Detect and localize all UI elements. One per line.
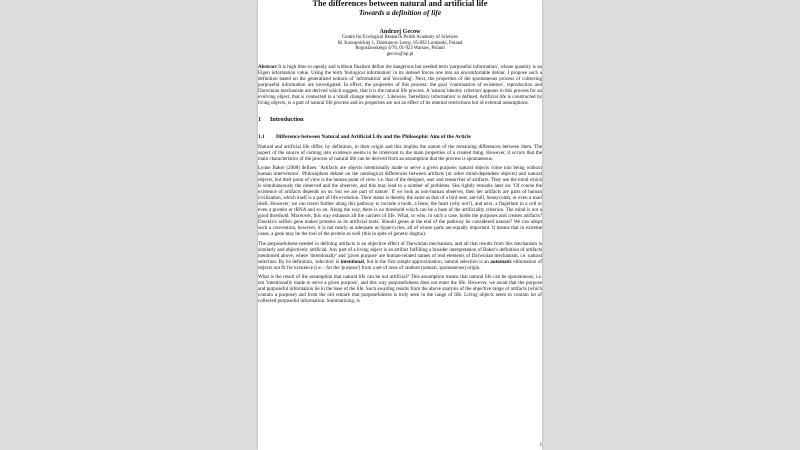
body-paragraph: Natural and artificial life differ, by definition, in their origin and this implies the nature of the remaining differences between them. The aspect of the source of coming into existence seems to be irrelevant to the main properties of a created thing. However, it occurs that the main characteristics of the process of natural life can be derived from an assumption that the process is spontaneous. (258, 143, 542, 162)
affiliation-line: Centre for Ecological Research Polish Academy of Sciences (342, 35, 458, 40)
body-paragraph: What is the result of the assumption that natural life can be not artificial? This assumption means that natural life can be spontaneous, i.e. not 'intentionally made to serve a given purpose', and this way purposefulness does not enter the life. However, we await that the purpose and purposeful information lie in the base of the life. Such awaiting results from the above analysis of the objective range of artifacts (which contain a purpose) and from the old remark that purposefulness is truly seen in the range of life. Living objects seem to contain lot of collected purposeful information. Summarizing, is (258, 273, 542, 304)
page-content (258, 0, 542, 304)
subsection-number: 1.1 (258, 134, 265, 141)
section-number: 1 (258, 116, 262, 124)
abstract-label: Abstract (258, 64, 277, 71)
body-text: , but in the first simple approximation, natural selection is an (363, 258, 491, 265)
emphasis-text: intentional (340, 258, 364, 265)
affiliation-line: M. Konopnickiej 1, Dziekanow Lesny, 05-092 Lomianki, Poland (337, 40, 463, 46)
document-page[interactable] (258, 0, 542, 450)
page-number: 1 (539, 443, 542, 448)
body-paragraph (258, 241, 542, 271)
affiliation-line: Boguslawskiego 4/76, 01-923 Warsaw, Poland (355, 46, 445, 52)
emphasis-text: automatic (490, 258, 512, 265)
body-text: The purposefulness needed in defining artifacts is an objective effect of Darwinian mechanism, and all that results from this mechanism is similarly and objectively artificial. Any part of a living object is an artifact fulfilling a broader interpretation of Baker's definition of artifacts mentioned above, where 'intentionally' and 'given purpose' are human-related names of real elements of Darwinian mechanism, i.e. natural selection. By its definition, 'selection' is (258, 240, 542, 265)
body-paragraph: Lynne Baker (2008) defines: 'Artifacts are objects intentionally made to serve a given purpose; natural objects come into being without human intervention'. Philosophers debate on the ontological differences between artifacts (or other mind-dependent objects) and natural objects, but their point of view is the human point of view: i.e. that of the designer, user and researcher of artifacts. They use the mind which is simultaneously the observed and the observer, and this may lead to a number of problems. She rightly remarks later on: 'Of course the existence of artifacts depends on us: but we are part of nature'. If we look as non-human observer, then her artifacts are parts of human civilization, which itself is a part of life evolution. Their status is thereby the same as that of a bird nest, ant-hill, honeycomb, or even a snail shell. However, we can travel further along this pathway to include a tooth, a bone, the heart (why not?), and next, a flagellum in a cell or even a protein or tRNA and so on. Along the way, there is no threshold which can be a base of the artificiality criterion. The mind is not a good threshold. Moreover, this way exhausts all the carriers of life. What, or who, in such a case, holds the purposes and creates artifacts? Dawkin's selfish gene makes proteins as its artificial tools. Should genes at the end of the pathway be considered natural? We can adopt such a convention, however, it is not nearly as adequate as hypercycles, all of whose parts are equally important. It means that in extreme cases, a gene may be the tool of the protein as well (this in spite of genetic dogma). (258, 165, 542, 238)
section-heading (258, 116, 542, 123)
abstract (258, 64, 542, 106)
paper-title: The differences between natural and artificial life (312, 0, 488, 8)
subsection-title: Difference between Natural and Artificial Life and the Philosophic Aim of the Article (276, 134, 471, 141)
author-name: Andrzej Gecow (379, 28, 421, 35)
abstract-text: It is high time to openly and without finalism define the dangerous but needed term 'purposeful information', whose quantity is an Eigen information value. Using the term 'biological information' in its instead forces one into an uncomfortable detour. I propose such a definition based on the generalized notions of 'information' and 'encoding'. Next, the properties of the spontaneous process of collecting purposeful information are investigated. In effect, the properties of this process: the goal 'continuation of existence', reproduction and Darwinian mechanism are derived which suggest, that it is the natural life process. A 'natural identity criterion' appears in this process for an evolving object, that is connected to a 'small change tendency'. Likewise, 'hereditary information' is defined. Artificial life is constructed by living objects, is a part of natural life process and its properties are not an effect of its internal restrictions but of external assumptions. (258, 64, 542, 107)
section-title: Introduction (270, 116, 304, 124)
subsection-heading (258, 134, 542, 140)
author-email: gecow@op.pl (386, 51, 414, 57)
paper-subtitle: Towards a definition of life (358, 8, 442, 17)
body-text: elimination of objects not fit for existence (i.e. - for the 'purpose') from a set of ones of random (natural, spontaneous) origin. (258, 258, 542, 271)
